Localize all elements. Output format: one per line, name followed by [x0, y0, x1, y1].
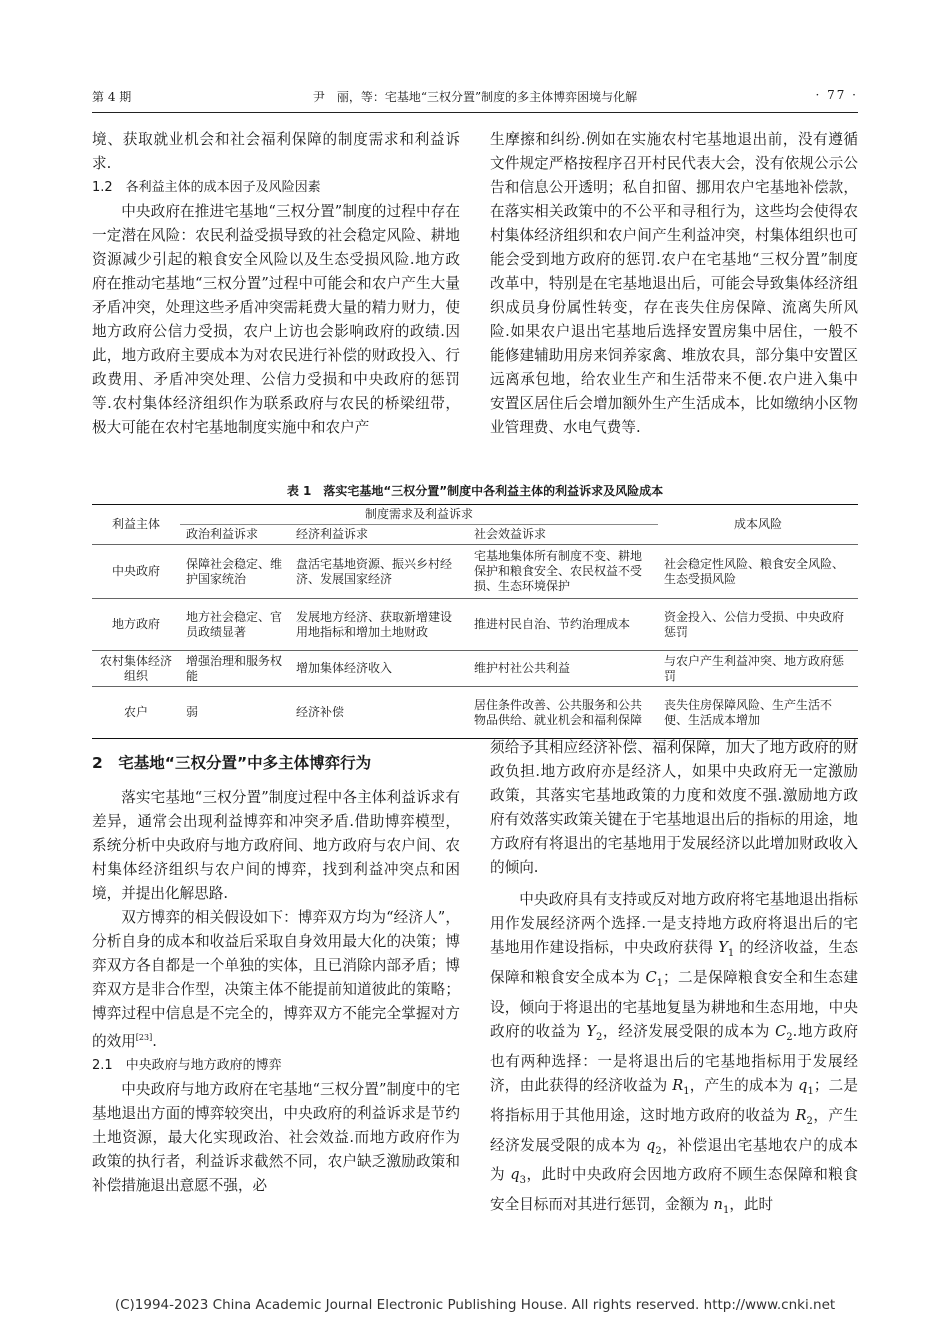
- paragraph: 中央政府在推进宅基地“三权分置”制度的过程中存在一定潜在风险：农民利益受损导致的社会稳定风险、耕地资源减少引起的粮食安全风险以及生态受损风险.地方政府在推动宅基地“三权分置”过程中可能会和农户产生大量矛盾冲突，处理这些矛盾冲突需耗费大量的精力财力，使地方政府公信力受损，农户上访也会影响政府的政绩.因此，地方政府主要成本为对农民进行补偿的财政投入、行政费用、矛盾冲突处理、公信力受损和中央政府的惩罚等.农村集体经济组织作为联系政府与农民的桥梁纽带，极大可能在农村宅基地制度实施中和农户产: [92, 203, 460, 436]
- right-column-bottom: [490, 736, 858, 1223]
- th-group: 制度需求及利益诉求: [180, 505, 658, 525]
- copyright-footer: (C)1994-2023 China Academic Journal Electronic Publishing House. All rights reserved. http://www.cnki.net: [114, 1297, 836, 1313]
- table-row: 地方政府 地方社会稳定、官员政绩显著 发展地方经济、获取新增建设用地指标和增加土地财政 推进村民自治、节约治理成本 资金投入、公信力受损、中央政府惩罚: [92, 599, 858, 651]
- table-row: 农村集体经济组织 增强治理和服务权能 增加集体经济收入 维护村社公共利益 与农户产生利益冲突、地方政府惩罚: [92, 651, 858, 687]
- th-cost: 成本风险: [658, 505, 858, 545]
- paragraph: 境、获取就业机会和社会福利保障的制度需求和利益诉求.: [92, 131, 460, 172]
- subsection-heading-1-2: 1.2 各利益主体的成本因子及风险因素: [92, 180, 321, 195]
- subsection-heading-2-1: 2.1 中央政府与地方政府的博弈: [92, 1057, 282, 1073]
- running-title: 尹 丽，等：宅基地“三权分置”制度的多主体博弈困境与化解: [312, 90, 638, 104]
- left-column-top: [92, 128, 460, 440]
- table-caption: 表 1 落实宅基地“三权分置”制度中各利益主体的利益诉求及风险成本: [286, 484, 664, 498]
- th-political: 政治利益诉求: [180, 525, 290, 545]
- paragraph: 落实宅基地“三权分置”制度过程中各主体利益诉求有差异，通常会出现利益博弈和冲突矛盾.借助博弈模型，系统分析中央政府与地方政府间、地方政府与农户间、农村集体经济组织与农户间的博弈，找到利益冲突点和困境，并提出化解思路.: [92, 789, 460, 902]
- paragraph: 生摩擦和纠纷.例如在实施农村宅基地退出前，没有遵循文件规定严格按程序召开村民代表大会，没有依规公示公告和信息公开透明；私自扣留、挪用农户宅基地补偿款，在落实相关政策中的不公平和寻租行为，这些均会使得农村集体经济组织和农户间产生利益冲突，村集体组织也可能会受到地方政府的惩罚.农户在宅基地“三权分置”制度改革中，特别是在宅基地退出后，可能会导致集体经济组织成员身份属性转变，存在丧失住房保障、流离失所风险.如果农户退出宅基地后选择安置房集中居住，一般不能修建辅助用房来饲养家禽、堆放农具，部分集中安置区远离承包地，给农业生产和生活带来不便.农户进入集中安置区居住后会增加额外生产生活成本，比如缴纳小区物业管理费、水电气费等.: [490, 131, 858, 436]
- interest-table: [92, 504, 858, 739]
- paragraph: 中央政府与地方政府在宅基地“三权分置”制度中的宅基地退出方面的博弈较突出，中央政府的利益诉求是节约土地资源，最大化实现政治、社会效益.而地方政府作为政策的执行者，利益诉求截然不同，农户缺乏激励政策和补偿措施退出意愿不强，必: [92, 1080, 460, 1194]
- paragraph: 中央政府具有支持或反对地方政府将宅基地退出指标用作发展经济两个选择.一是支持地方政府将退出后的宅基地用作建设指标，中央政府获得 $Y_1$ 的经济收益，生态保障和粮食安全成本为 $C_1$；二是保障粮食安全和生态建设，倾向于将退出的宅基地复垦为耕地和生态用地，中央政府的收益为 $Y_2$，经济发展受限的成本为 $C_2$.地方政府也有两种选择：一是将退出后的宅基地指标用于发展经济，由此获得的经济收益为 $R_1$，产生的成本为 $q_1$；二是将指标用于其他用途，这时地方政府的收益为 $R_2$，产生经济发展受限的成本为 $q_2$，补偿退出宅基地农户的成本为 $q_3$，此时中央政府会因地方政府不顾生态保障和粮食安全目标而对其进行惩罚，金额为 $n_1$，此时: [490, 891, 859, 1217]
- running-header: [92, 88, 858, 110]
- right-column-top: [490, 128, 858, 440]
- th-subject: 利益主体: [92, 505, 180, 545]
- paragraph: 双方博弈的相关假设如下：博弈双方均为“经济人”，分析自身的成本和收益后采取自身效用最大化的决策；博弈双方各自都是一个单独的实体，且已消除内部矛盾；博弈双方是非合作型，决策主体不能提前知道彼此的策略；博弈过程中信息是不完全的，博弈双方不能完全掌握对方的效用[23].: [92, 909, 460, 1050]
- paragraph: 须给予其相应经济补偿、福利保障，加大了地方政府的财政负担.地方政府亦是经济人，如果中央政府无一定激励政策，其落实宅基地政策的力度和效度不强.激励地方政府有效落实政策关键在于宅基地退出后的指标的用途，地方政府有将退出的宅基地用于发展经济以此增加财政收入的倾向.: [490, 739, 858, 876]
- table-row: 农户 弱 经济补偿 居住条件改善、公共服务和公共物品供给、就业机会和福利保障 丧失住房保障风险、生产生活不便、生活成本增加: [92, 687, 858, 739]
- left-column-bottom: [92, 750, 460, 1198]
- page-number: · 77 ·: [815, 88, 858, 102]
- issue-number: 第 4 期: [92, 90, 132, 104]
- citation-ref[interactable]: [23]: [135, 1033, 153, 1042]
- header-rule: [92, 112, 858, 113]
- th-economic: 经济利益诉求: [290, 525, 468, 545]
- section-heading-2: 2 宅基地“三权分置”中多主体博弈行为: [92, 754, 372, 772]
- th-social: 社会效益诉求: [468, 525, 658, 545]
- table-row: 中央政府 保障社会稳定、维护国家统治 盘活宅基地资源、振兴乡村经济、发展国家经济 宅基地集体所有制度不变、耕地保护和粮食安全、农民权益不受损、生态环境保护 社会稳定性风险、粮食安全风险、生态受损风险: [92, 545, 858, 599]
